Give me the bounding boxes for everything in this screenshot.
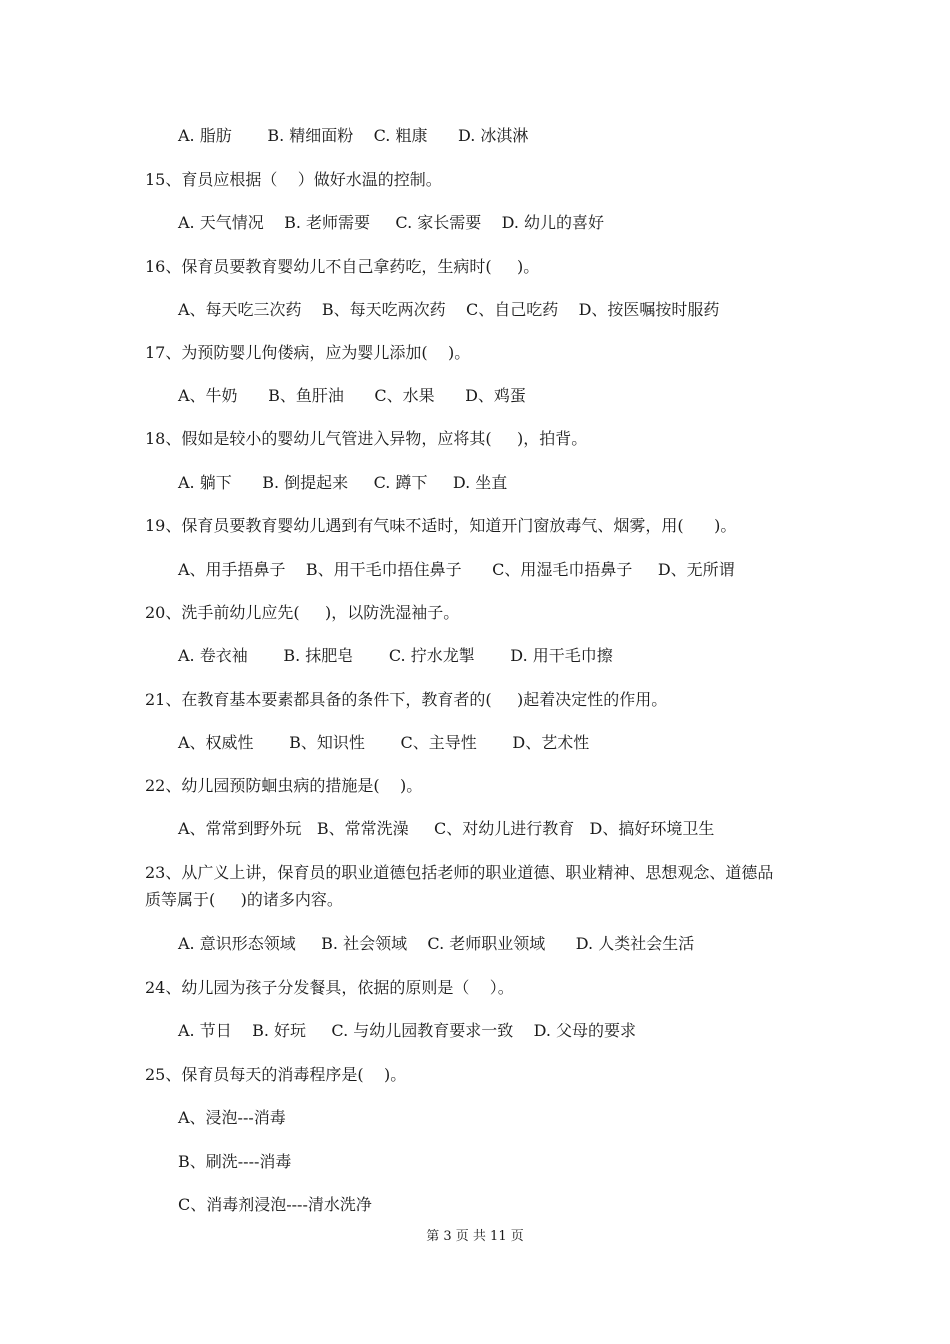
question-23-line2: 质等属于( )的诸多内容。 <box>145 890 343 909</box>
question-17: 17、为预防婴儿佝偻病，应为婴儿添加( )。 <box>145 343 471 362</box>
question-15: 15、育员应根据（ ）做好水温的控制。 <box>145 170 442 189</box>
q21-options: A、权威性 B、知识性 C、主导性 D、艺术性 <box>178 733 590 752</box>
q25-option-b: B、刷洗----消毒 <box>178 1152 292 1171</box>
question-19: 19、保育员要教育婴幼儿遇到有气味不适时，知道开门窗放毒气、烟雾，用( )。 <box>145 516 737 535</box>
page-footer: 第 3 页 共 11 页 <box>426 1229 524 1244</box>
q15-options: A. 天气情况 B. 老师需要 C. 家长需要 D. 幼儿的喜好 <box>178 213 605 232</box>
question-18: 18、假如是较小的婴幼儿气管进入异物，应将其( )，拍背。 <box>145 429 588 448</box>
question-25: 25、保育员每天的消毒程序是( )。 <box>145 1065 407 1084</box>
question-24: 24、幼儿园为孩子分发餐具，依据的原则是（ ）。 <box>145 978 514 997</box>
question-20: 20、洗手前幼儿应先( )，以防洗湿袖子。 <box>145 603 460 622</box>
q24-options: A. 节日 B. 好玩 C. 与幼儿园教育要求一致 D. 父母的要求 <box>178 1021 637 1040</box>
q25-option-a: A、浸泡---消毒 <box>178 1108 286 1127</box>
q19-options: A、用手捂鼻子 B、用干毛巾捂住鼻子 C、用湿毛巾捂鼻子 D、无所谓 <box>178 560 735 579</box>
question-21: 21、在教育基本要素都具备的条件下，教育者的( )起着决定性的作用。 <box>145 690 668 709</box>
q25-option-c: C、消毒剂浸泡----清水洗净 <box>178 1195 372 1214</box>
q14-options: A. 脂肪 B. 精细面粉 C. 粗康 D. 冰淇淋 <box>178 126 529 145</box>
question-22: 22、幼儿园预防蛔虫病的措施是( )。 <box>145 776 423 795</box>
q22-options: A、常常到野外玩 B、常常洗澡 C、对幼儿进行教育 D、搞好环境卫生 <box>178 819 715 838</box>
q16-options: A、每天吃三次药 B、每天吃两次药 C、自己吃药 D、按医嘱按时服药 <box>178 300 720 319</box>
q20-options: A. 卷衣袖 B. 抹肥皂 C. 拧水龙掣 D. 用干毛巾擦 <box>178 646 613 665</box>
q18-options: A. 躺下 B. 倒提起来 C. 蹲下 D. 坐直 <box>178 473 508 492</box>
question-23-line1: 23、从广义上讲，保育员的职业道德包括老师的职业道德、职业精神、思想观念、道德品 <box>145 863 774 882</box>
q23-options: A. 意识形态领域 B. 社会领域 C. 老师职业领域 D. 人类社会生活 <box>178 934 695 953</box>
q17-options: A、牛奶 B、鱼肝油 C、水果 D、鸡蛋 <box>178 386 526 405</box>
question-16: 16、保育员要教育婴幼儿不自己拿药吃，生病时( )。 <box>145 257 540 276</box>
